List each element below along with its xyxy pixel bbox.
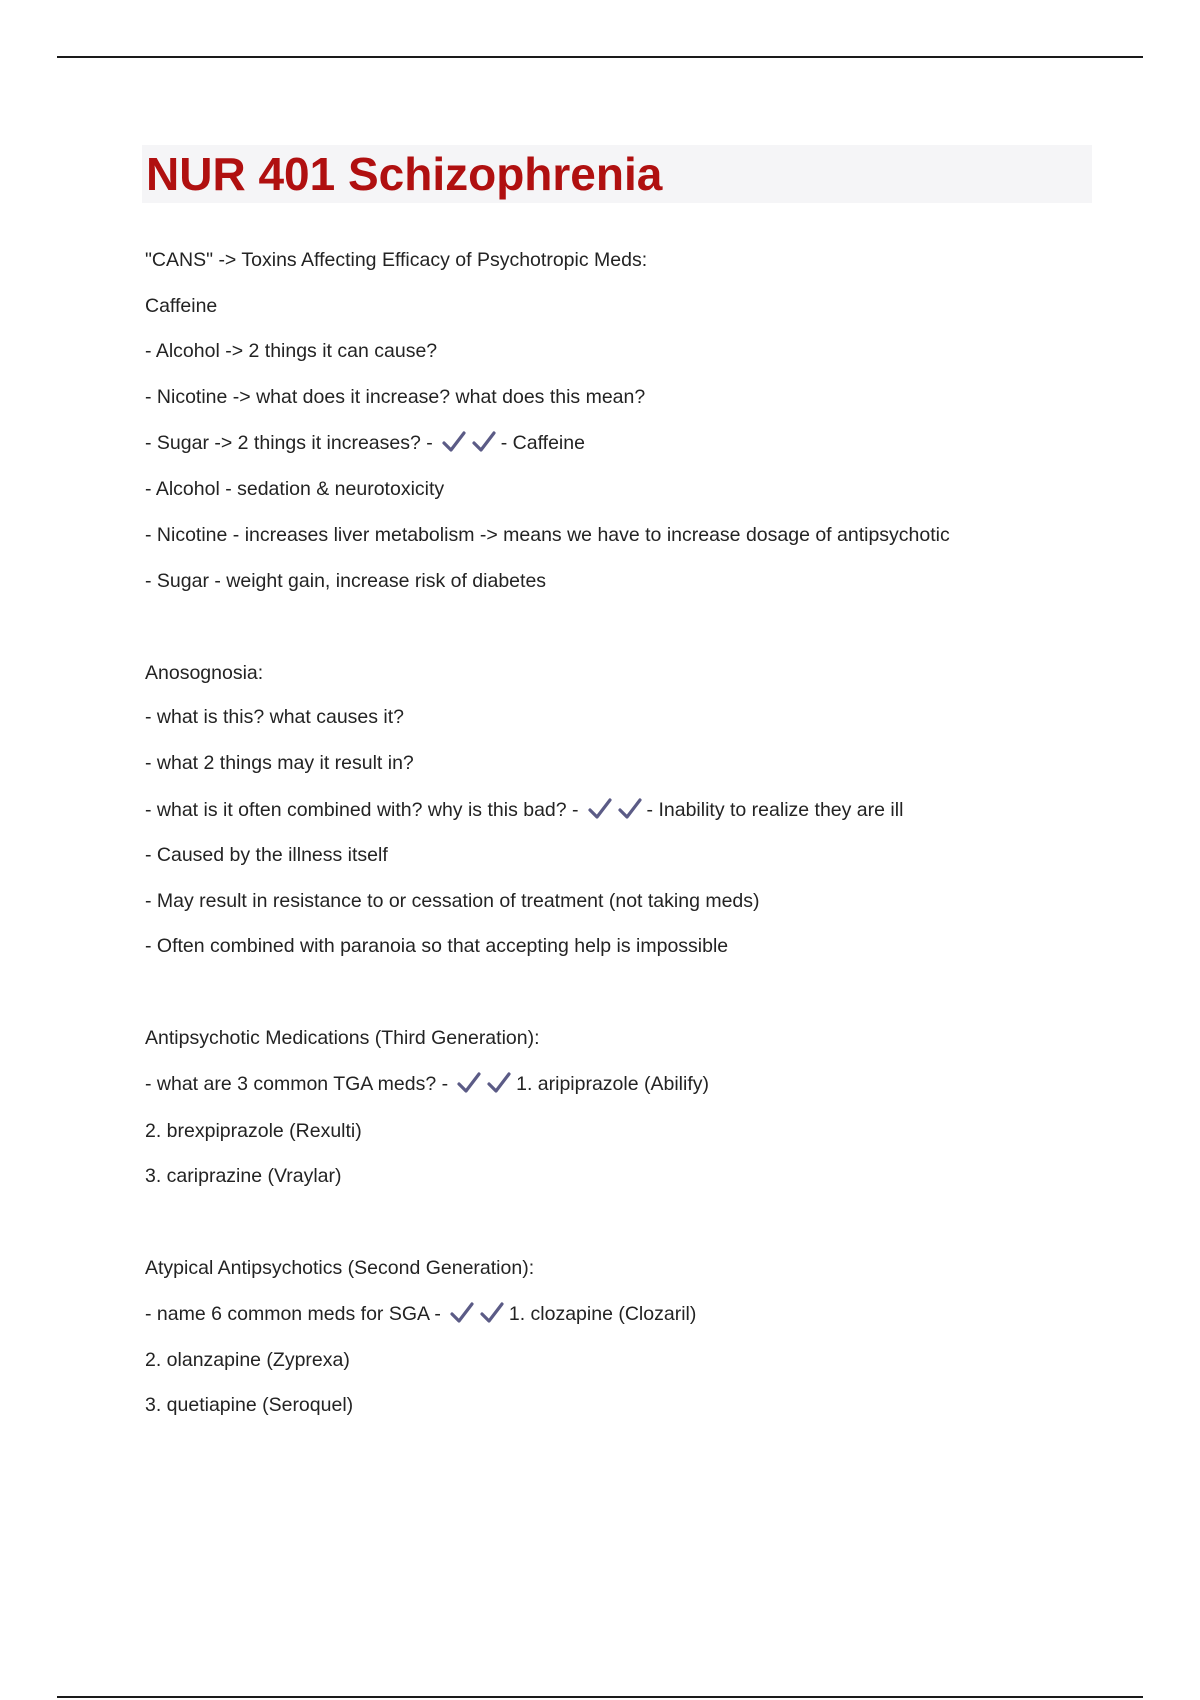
text-line: - what 2 things may it result in? (145, 752, 414, 774)
section-sga-heading: Atypical Antipsychotics (Second Generation): (145, 1257, 535, 1279)
text-line: - what is this? what causes it? (145, 706, 405, 728)
check-mark-icon (457, 1072, 481, 1094)
section-anosognosia-heading: Anosognosia: (145, 662, 264, 684)
answer-line: - Caused by the illness itself (145, 844, 388, 866)
check-mark-icon (588, 798, 612, 820)
answer-line: 2. brexpiprazole (Rexulti) (145, 1120, 362, 1142)
check-mark-icon (480, 1302, 504, 1324)
answer-line: 3. quetiapine (Seroquel) (145, 1394, 354, 1416)
text-line: - Alcohol -> 2 things it can cause? (145, 340, 438, 362)
answer-line: - May result in resistance to or cessation of treatment (not taking meds) (145, 890, 760, 912)
check-line (145, 1072, 709, 1096)
text-line: - Nicotine -> what does it increase? what does this mean? (145, 386, 646, 408)
top-rule (57, 56, 1143, 58)
check-line (145, 1302, 696, 1326)
check-mark-icon (472, 431, 496, 453)
page-title: NUR 401 Schizophrenia (146, 148, 663, 200)
section-tga-heading: Antipsychotic Medications (Third Generation): (145, 1027, 540, 1049)
check-mark-icon (618, 798, 642, 820)
section-cans-heading: "CANS" -> Toxins Affecting Efficacy of Psychotropic Meds: (145, 249, 648, 271)
question-text: - Sugar -> 2 things it increases? - (145, 432, 433, 454)
answer-line: - Nicotine - increases liver metabolism -> means we have to increase dosage of antipsychotic (145, 524, 950, 546)
check-line (145, 431, 585, 455)
check-mark-icon (442, 431, 466, 453)
question-text: - what is it often combined with? why is this bad? - (145, 799, 579, 821)
question-text: - what are 3 common TGA meds? - (145, 1073, 449, 1095)
answer-text: 1. aripiprazole (Abilify) (516, 1073, 709, 1095)
answer-line: 3. cariprazine (Vraylar) (145, 1165, 342, 1187)
text-line: Caffeine (145, 295, 218, 317)
check-mark-icon (450, 1302, 474, 1324)
answer-line: - Alcohol - sedation & neurotoxicity (145, 478, 445, 500)
answer-text: - Inability to realize they are ill (646, 799, 904, 821)
answer-text: 1. clozapine (Clozaril) (508, 1303, 697, 1325)
bottom-rule (57, 1696, 1143, 1698)
answer-line: - Often combined with paranoia so that accepting help is impossible (145, 935, 729, 957)
question-text: - name 6 common meds for SGA - (145, 1303, 441, 1325)
answer-line: 2. olanzapine (Zyprexa) (145, 1349, 350, 1371)
check-mark-icon (487, 1072, 511, 1094)
answer-line: - Sugar - weight gain, increase risk of diabetes (145, 570, 547, 592)
check-line (145, 798, 903, 822)
answer-text: - Caffeine (500, 432, 585, 454)
